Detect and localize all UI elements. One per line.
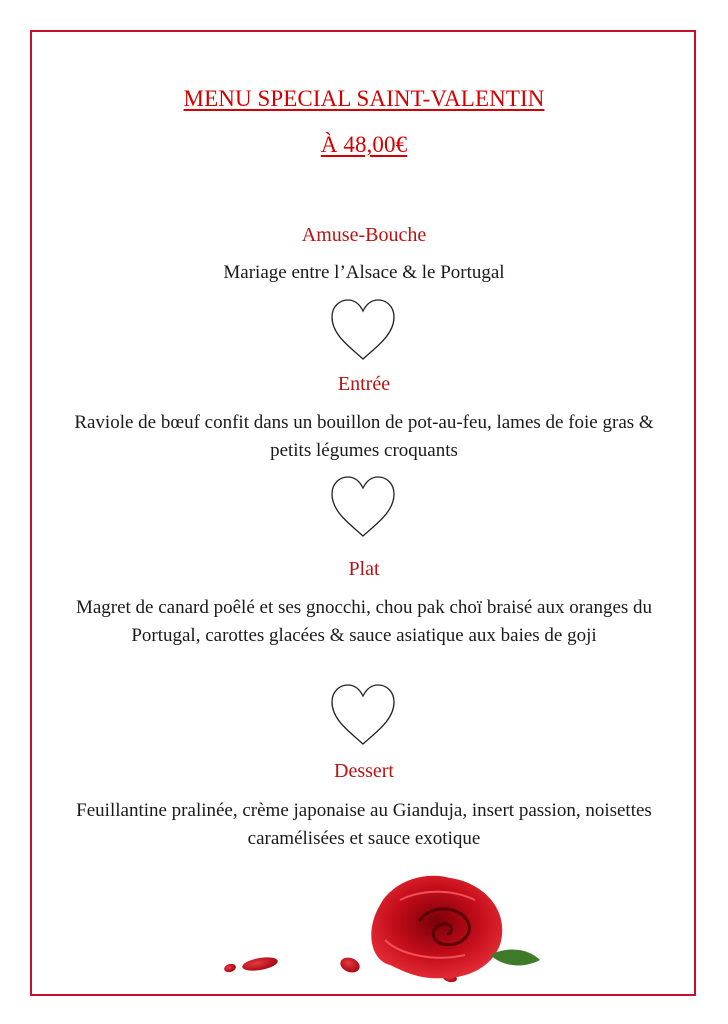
- section-description-amuse-bouche: Mariage entre l’Alsace & le Portugal: [223, 262, 505, 283]
- heart-divider-icon: [328, 682, 398, 748]
- section-heading-dessert: Dessert: [334, 760, 394, 782]
- heart-divider-icon: [328, 297, 398, 363]
- menu-title: MENU SPECIAL SAINT-VALENTIN: [183, 86, 545, 111]
- section-heading-plat: Plat: [348, 558, 380, 580]
- heart-divider-icon: [328, 474, 398, 540]
- rose-leaf: [490, 950, 540, 966]
- rose-petal: [338, 955, 362, 975]
- section-description-dessert: Feuillantine pralinée, crème japonaise au Gianduja, insert passion, noisettes caramélisées et sauce exotique: [76, 800, 652, 849]
- rose-petal: [223, 963, 237, 974]
- section-heading-entree: Entrée: [337, 373, 391, 395]
- section-description-plat: Magret de canard poêlé et ses gnocchi, chou pak choï braisé aux oranges du Portugal, carottes glacées & sauce asiatique aux baies de goji: [75, 597, 653, 646]
- section-heading-amuse-bouche: Amuse-Bouche: [301, 224, 427, 246]
- rose-illustration: [190, 860, 550, 990]
- menu-price: À 48,00€: [320, 132, 408, 157]
- section-description-entree: Raviole de bœuf confit dans un bouillon de pot-au-feu, lames de foie gras & petits légumes croquants: [74, 412, 654, 461]
- rose-petal: [241, 955, 279, 973]
